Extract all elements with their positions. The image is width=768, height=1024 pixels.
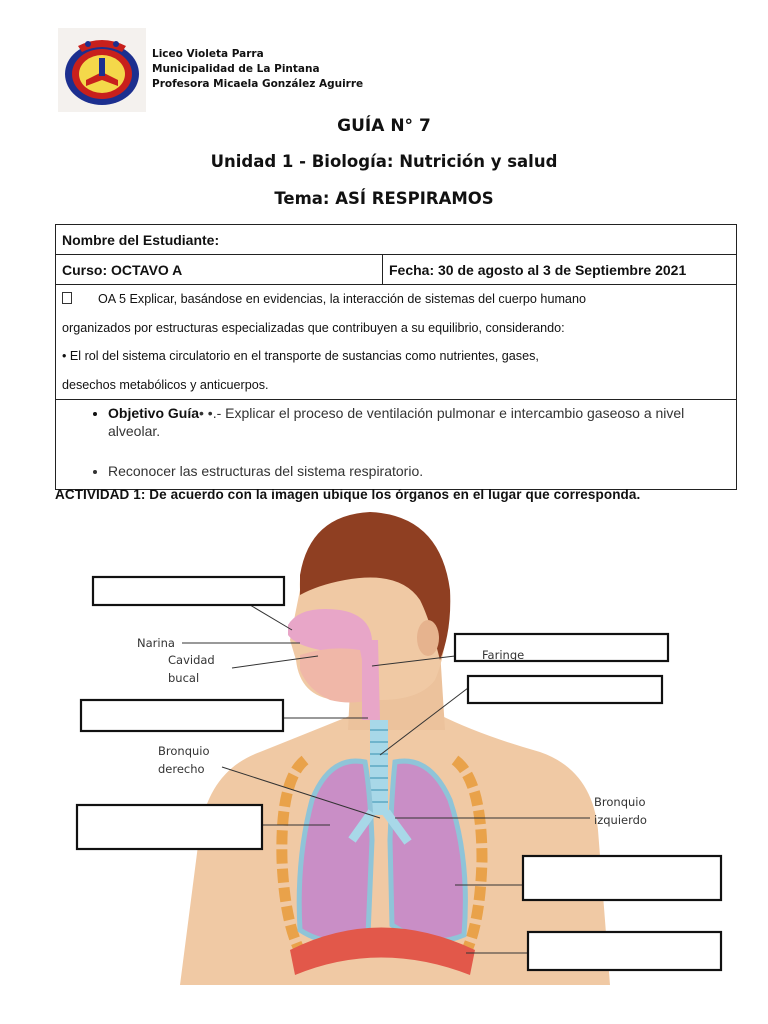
pharynx	[362, 640, 380, 720]
oa-cell	[56, 285, 737, 400]
info-table	[55, 224, 737, 490]
teacher-name: Profesora Micaela González Aguirre	[152, 78, 364, 90]
answer-box-3[interactable]	[468, 676, 662, 703]
answer-box-4[interactable]	[81, 700, 283, 731]
topic-title: Tema: ASÍ RESPIRAMOS	[274, 189, 494, 208]
oa-line-2: organizados por estructuras especializadas que contribuyen a su equilibrio, considerando:	[62, 320, 565, 335]
unit-title: Unidad 1 - Biología: Nutrición y salud	[210, 152, 558, 171]
objective-item-1	[108, 404, 730, 440]
label-narina: Narina	[137, 636, 175, 650]
answer-box-1[interactable]	[93, 577, 284, 605]
objectives-cell	[56, 400, 737, 490]
student-name-label: Nombre del Estudiante:	[62, 231, 220, 248]
objective-text: • •.- Explicar el proceso de ventilación pulmonar e intercambio gaseoso a nivel alveolar.	[108, 405, 685, 439]
answer-box-6[interactable]	[523, 856, 721, 900]
course-cell: Curso: OCTAVO A	[56, 255, 383, 285]
label-cavidad-2: bucal	[168, 671, 200, 685]
answer-box-7[interactable]	[528, 932, 721, 970]
oa-line-1	[62, 285, 730, 314]
objective-item-2	[108, 462, 730, 480]
ear-illustration	[417, 620, 439, 656]
oral-cavity	[300, 648, 370, 702]
municipality: Municipalidad de La Pintana	[152, 63, 320, 75]
objective-2-text: Reconocer las estructuras del sistema respiratorio.	[108, 463, 424, 479]
oa-line-4: desechos metabólicos y anticuerpos.	[62, 377, 269, 392]
label-faringe: Faringe	[482, 648, 525, 662]
oa-text-1: OA 5 Explicar, basándose en evidencias, la interacción de sistemas del cuerpo humano	[98, 292, 586, 306]
oa-line-3: • El rol del sistema circulatorio en el transporte de sustancias como nutrientes, gases,	[62, 349, 539, 363]
guide-title: GUÍA N° 7	[337, 116, 431, 136]
label-bronquio-der-1: Bronquio	[158, 744, 210, 758]
school-header	[152, 47, 363, 92]
label-bronquio-izq-1: Bronquio	[594, 795, 646, 809]
respiratory-diagram	[0, 500, 768, 1000]
oa-bullet-icon	[62, 292, 72, 304]
objective-label: Objetivo Guía	[108, 405, 200, 421]
label-bronquio-izq-2: izquierdo	[594, 813, 647, 827]
answer-box-5[interactable]	[77, 805, 262, 849]
date-cell: Fecha: 30 de agosto al 3 de Septiembre 2021	[383, 255, 737, 285]
school-name: Liceo Violeta Parra	[152, 48, 264, 60]
label-cavidad-1: Cavidad	[168, 653, 215, 667]
objectives-list	[62, 400, 730, 486]
trachea	[370, 720, 388, 815]
activity-instruction: ACTIVIDAD 1: De acuerdo con la imagen ubique los órganos en el lugar que corresponda.	[55, 487, 641, 502]
school-logo	[58, 28, 146, 112]
student-name-field[interactable]	[56, 225, 737, 255]
label-bronquio-der-2: derecho	[158, 762, 205, 776]
